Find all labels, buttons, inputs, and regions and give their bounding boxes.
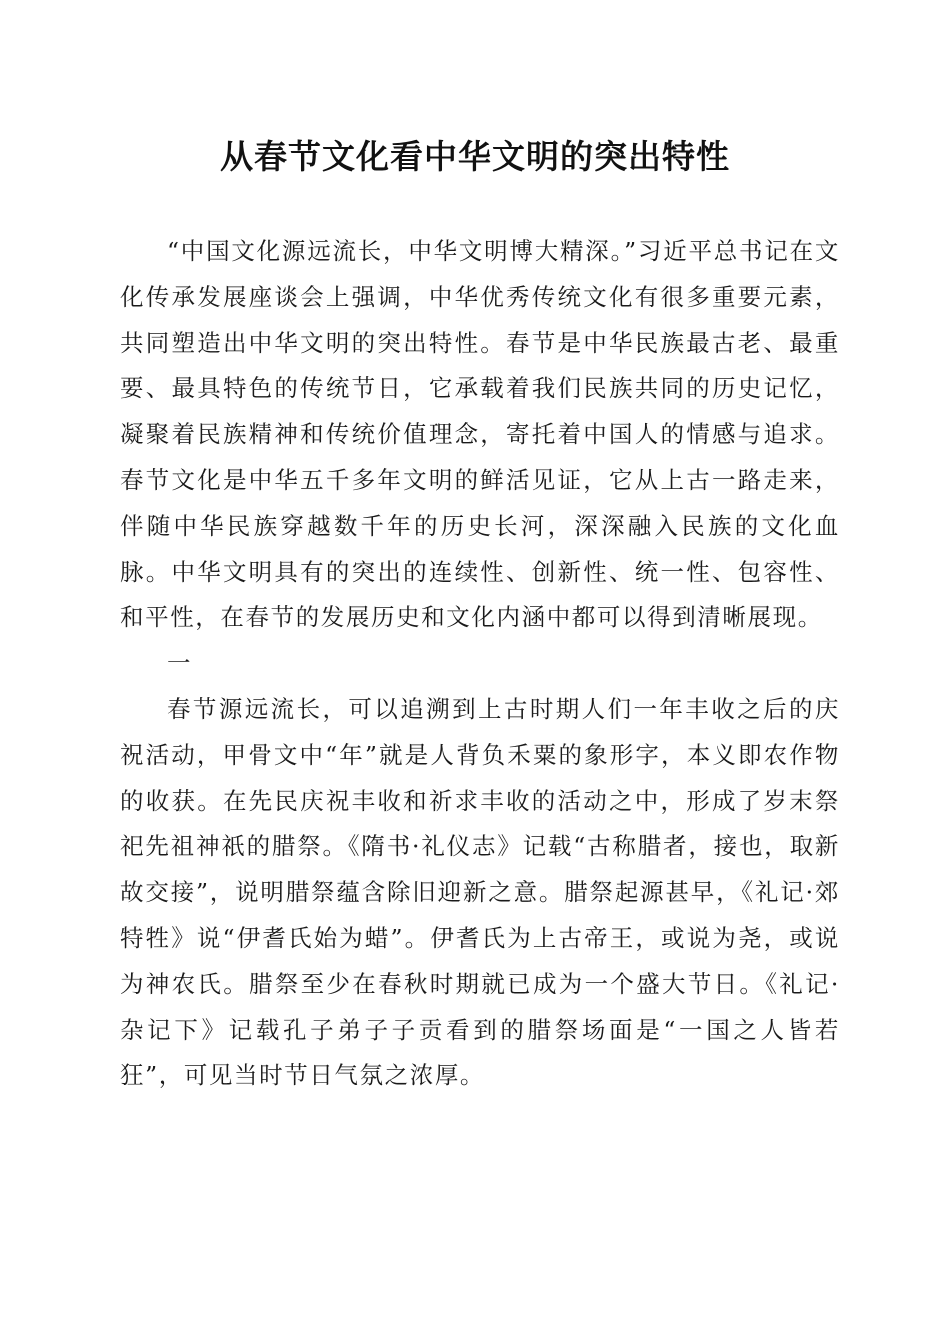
- intro-paragraph: “中国文化源远流长，中华文明博大精深。”习近平总书记在文化传承发展座谈会上强调，中华优秀传统文化有很多重要元素，共同塑造出中华文明的突出特性。春节是中华民族最古老、最重要、最具特色的传统节日，它承载着我们民族共同的历史记忆，凝聚着民族精神和传统价值理念，寄托着中国人的情感与追求。春节文化是中华五千多年文明的鲜活见证，它从上古一路走来，伴随中华民族穿越数千年的历史长河，深深融入民族的文化血脉。中华文明具有的突出的连续性、创新性、统一性、包容性、和平性，在春节的发展历史和文化内涵中都可以得到清晰展现。: [120, 237, 840, 632]
- section-number: 一: [167, 649, 193, 678]
- section-paragraph: 春节源远流长，可以追溯到上古时期人们一年丰收之后的庆祝活动，甲骨文中“年”就是人背负禾粟的象形字，本义即农作物的收获。在先民庆祝丰收和祈求丰收的活动之中，形成了岁末祭祀先祖神祇的腊祭。《隋书·礼仪志》记载“古称腊者，接也，取新故交接”，说明腊祭蕴含除旧迎新之意。腊祭起源甚早，《礼记·郊特牲》说“伊耆氏始为蜡”。伊耆氏为上古帝王，或说为尧，或说为神农氏。腊祭至少在春秋时期就已成为一个盛大节日。《礼记·杂记下》记载孔子弟子子贡看到的腊祭场面是“一国之人皆若狂”，可见当时节日气氛之浓厚。: [120, 694, 840, 1090]
- document-body: [120, 229, 840, 1099]
- document-title: 从春节文化看中华文明的突出特性: [220, 137, 730, 176]
